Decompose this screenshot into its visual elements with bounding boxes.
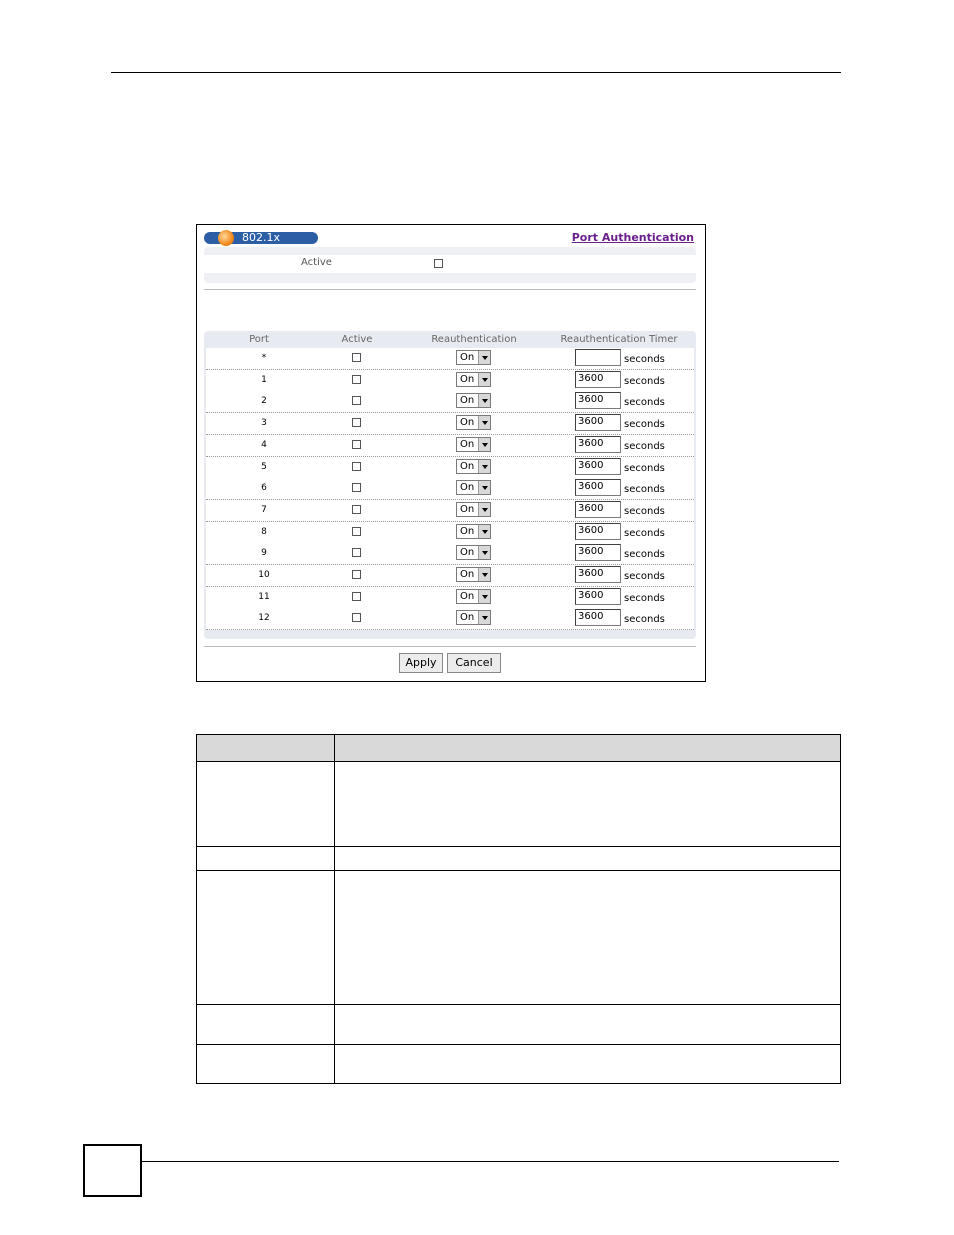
port-number: 10 [258, 570, 270, 580]
timer-value: 3600 [578, 546, 604, 558]
port-number: 1 [261, 374, 267, 385]
section-divider [204, 289, 696, 290]
reauthentication-select[interactable] [456, 393, 491, 408]
timer-unit: seconds [624, 484, 665, 496]
timer-value: 3600 [578, 394, 604, 406]
timer-value: 3600 [578, 502, 604, 514]
chevron-down-icon[interactable] [478, 590, 490, 603]
table-row [206, 370, 694, 392]
reauthentication-value: On [460, 525, 475, 537]
table-row [206, 435, 694, 457]
reauthentication-select[interactable] [456, 480, 491, 495]
page-number-box [83, 1144, 142, 1197]
reauthentication-value: On [460, 547, 475, 559]
reauthentication-select[interactable] [456, 459, 491, 474]
table-row [206, 478, 694, 500]
port-number: 11 [258, 591, 270, 602]
reauthentication-select[interactable] [456, 502, 491, 517]
timer-unit: seconds [624, 397, 665, 409]
timer-value: 3600 [578, 481, 604, 493]
reauthentication-value: On [460, 395, 475, 407]
chevron-down-icon[interactable] [478, 351, 490, 364]
timer-unit: seconds [624, 375, 665, 387]
timer-unit: seconds [624, 440, 665, 452]
port-number: 2 [261, 396, 267, 407]
apply-button[interactable]: Apply [399, 653, 443, 673]
title-pill [204, 232, 318, 244]
description-table-header [197, 735, 840, 762]
port-number: 6 [261, 483, 267, 494]
table-row [206, 391, 694, 413]
port-active-checkbox[interactable] [352, 592, 361, 601]
port-active-checkbox[interactable] [352, 570, 361, 579]
reauthentication-timer-input[interactable] [575, 544, 621, 561]
table-row [206, 413, 694, 435]
port-number: 12 [258, 613, 270, 624]
port-number: 5 [261, 461, 267, 472]
table-row-divider [197, 846, 840, 847]
port-active-checkbox[interactable] [352, 505, 361, 514]
port-number: 4 [261, 439, 267, 450]
timer-unit: seconds [624, 549, 665, 561]
timer-unit: seconds [624, 614, 665, 626]
column-header-reauthentication: Reauthentication [431, 334, 517, 345]
reauthentication-value: On [460, 569, 475, 580]
port-authentication-link[interactable]: Port Authentication [571, 231, 694, 244]
timer-unit: seconds [624, 571, 665, 582]
timer-unit: seconds [624, 592, 665, 604]
chevron-down-icon[interactable] [478, 373, 490, 386]
reauthentication-timer-input[interactable] [575, 501, 621, 518]
reauthentication-timer-input[interactable] [575, 479, 621, 496]
header-rule [111, 72, 841, 73]
active-label: Active [301, 257, 332, 268]
timer-value: 3600 [578, 568, 604, 579]
table-row [206, 543, 694, 565]
table-row [206, 522, 694, 544]
reauthentication-timer-input[interactable] [575, 609, 621, 626]
reauthentication-select[interactable] [456, 524, 491, 539]
table-row-divider [197, 1004, 840, 1005]
port-active-checkbox[interactable] [352, 548, 361, 557]
reauthentication-select[interactable] [456, 437, 491, 452]
reauthentication-select[interactable] [456, 567, 491, 582]
port-active-checkbox[interactable] [352, 462, 361, 471]
reauthentication-timer-input[interactable] [575, 349, 621, 366]
reauthentication-timer-input[interactable] [575, 414, 621, 431]
reauthentication-select[interactable] [456, 350, 491, 365]
chevron-down-icon[interactable] [478, 503, 490, 516]
reauthentication-value: On [460, 438, 475, 450]
reauthentication-timer-input[interactable] [575, 392, 621, 409]
cancel-button[interactable]: Cancel [447, 653, 501, 673]
port-number: 3 [261, 418, 267, 429]
reauthentication-value: On [460, 460, 475, 472]
port-number: 7 [261, 504, 267, 515]
reauthentication-timer-input[interactable] [575, 436, 621, 453]
chevron-down-icon[interactable] [478, 611, 490, 624]
column-header-reauthentication-timer: Reauthentication Timer [560, 334, 678, 345]
timer-value: 3600 [578, 459, 604, 471]
chevron-down-icon[interactable] [478, 481, 490, 494]
timer-unit: seconds [624, 354, 665, 365]
port-number: * [261, 353, 267, 363]
reauthentication-select[interactable] [456, 610, 491, 625]
chevron-down-icon[interactable] [478, 438, 490, 451]
timer-unit: seconds [624, 462, 665, 474]
reauthentication-timer-input[interactable] [575, 566, 621, 583]
reauthentication-value: On [460, 373, 475, 385]
panel-title: 802.1x [242, 231, 281, 244]
timer-unit: seconds [624, 505, 665, 517]
port-active-checkbox[interactable] [352, 483, 361, 492]
port-active-checkbox[interactable] [352, 440, 361, 449]
port-authentication-panel [196, 224, 706, 682]
port-active-checkbox[interactable] [352, 418, 361, 427]
reauthentication-value: On [460, 590, 475, 602]
table-column-divider [334, 735, 335, 1083]
reauthentication-value: On [460, 482, 475, 494]
reauthentication-timer-input[interactable] [575, 458, 621, 475]
chevron-down-icon[interactable] [478, 460, 490, 473]
chevron-down-icon[interactable] [478, 568, 490, 581]
reauthentication-timer-input[interactable] [575, 523, 621, 540]
table-row [206, 565, 694, 587]
port-active-checkbox[interactable] [352, 396, 361, 405]
timer-unit: seconds [624, 419, 665, 431]
reauthentication-timer-input[interactable] [575, 371, 621, 388]
description-table [196, 734, 841, 1084]
timer-unit: seconds [624, 527, 665, 539]
port-number: 9 [261, 548, 267, 559]
reauthentication-select[interactable] [456, 372, 491, 387]
reauthentication-value: On [460, 503, 475, 515]
chevron-down-icon[interactable] [478, 546, 490, 559]
orange-ball-icon [218, 230, 234, 246]
reauthentication-value: On [460, 612, 475, 624]
table-row [206, 608, 694, 630]
table-row [206, 587, 694, 609]
timer-value: 3600 [578, 611, 604, 623]
table-row-divider [197, 870, 840, 871]
reauthentication-select[interactable] [456, 415, 491, 430]
timer-value: 3600 [578, 437, 604, 449]
reauthentication-value: On [460, 417, 475, 429]
buttons-divider [204, 646, 696, 647]
table-row [206, 457, 694, 479]
port-active-checkbox[interactable] [352, 353, 361, 362]
port-number: 8 [261, 526, 267, 537]
reauthentication-timer-input[interactable] [575, 588, 621, 605]
port-active-checkbox[interactable] [352, 375, 361, 384]
table-row-divider [197, 1044, 840, 1045]
table-row [206, 500, 694, 522]
timer-value: 3600 [578, 524, 604, 536]
chevron-down-icon[interactable] [478, 525, 490, 538]
footer-rule [140, 1161, 839, 1162]
timer-value: 3600 [578, 416, 604, 428]
timer-value: 3600 [578, 372, 604, 384]
chevron-down-icon[interactable] [478, 416, 490, 429]
port-active-checkbox[interactable] [352, 613, 361, 622]
active-row [204, 255, 696, 273]
table-row [206, 348, 694, 370]
active-checkbox[interactable] [434, 259, 443, 268]
reauthentication-select[interactable] [456, 545, 491, 560]
chevron-down-icon[interactable] [478, 394, 490, 407]
column-header-port: Port [249, 334, 269, 345]
reauthentication-select[interactable] [456, 589, 491, 604]
port-active-checkbox[interactable] [352, 527, 361, 536]
column-header-active: Active [341, 334, 373, 345]
reauthentication-value: On [460, 352, 475, 363]
timer-value: 3600 [578, 589, 604, 601]
